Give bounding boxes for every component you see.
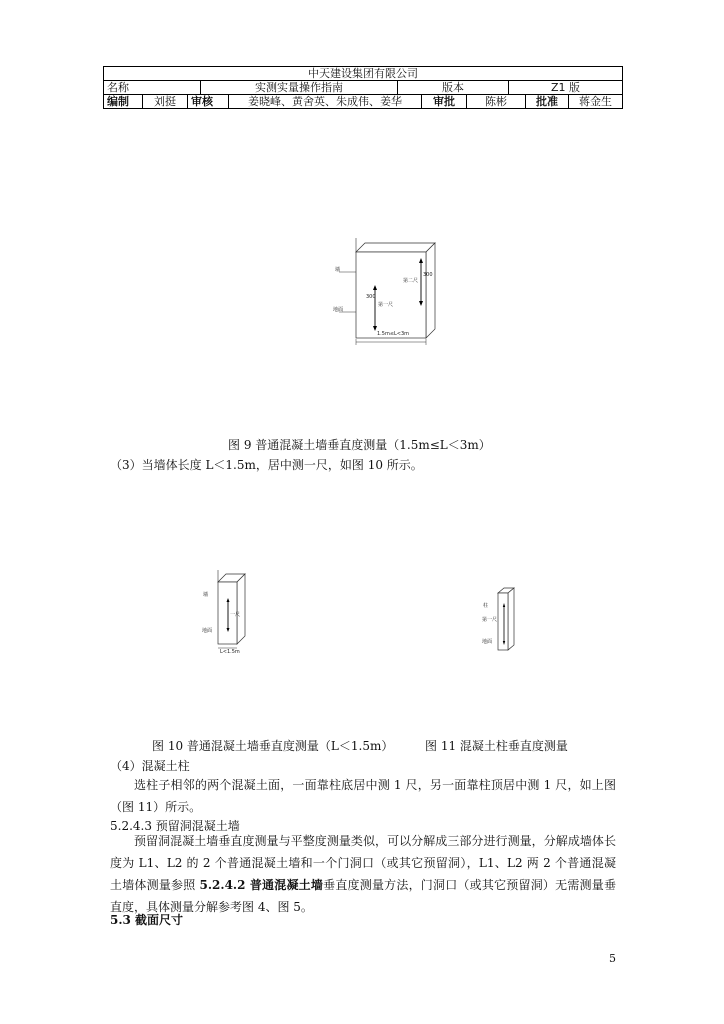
figure11-diagram — [478, 585, 520, 655]
reviewer-value: 姜晓峰、黄舍英、朱成伟、姜华 — [228, 95, 421, 108]
reviewer-label: 审核 — [187, 95, 228, 108]
name-value: 实测实量操作指南 — [200, 81, 397, 94]
figure10-label-one: 一尺 — [230, 612, 241, 618]
approve1-label: 审批 — [421, 95, 466, 108]
figure11-label-c: 地面 — [482, 639, 493, 645]
document-header-table — [103, 66, 623, 109]
section4-body: 选柱子相邻的两个混凝土面，一面靠柱底居中测 1 尺，另一面靠柱顶居中测 1 尺，如上图（图 11）所示。 — [110, 778, 616, 814]
approve2-value: 蒋金生 — [568, 95, 622, 108]
paragraph-wall-short: （3）当墙体长度 L＜1.5m，居中测一尺，如图 10 所示。 — [110, 458, 423, 472]
figure9-caption: 图 9 普通混凝土墙垂直度测量（1.5m≤L＜3m） — [228, 438, 491, 452]
version-label: 版本 — [397, 81, 508, 94]
section-53-title: 5.3 截面尺寸 — [110, 913, 184, 927]
version-value: Z1 版 — [508, 81, 622, 94]
approve2-label: 批准 — [525, 95, 568, 108]
figure10-label-length: L<1.5m — [220, 649, 240, 654]
figure10-caption: 图 10 普通混凝土墙垂直度测量（L＜1.5m） — [152, 739, 394, 753]
figure11-label-a: 柱 — [483, 603, 489, 609]
page-number: 5 — [609, 952, 616, 965]
figure10-diagram — [198, 570, 250, 654]
approve1-value: 陈彬 — [466, 95, 525, 108]
figure9-diagram — [325, 238, 445, 346]
figure9-label-300-top: 300 — [423, 272, 433, 278]
name-label: 名称 — [107, 81, 129, 94]
section-5243-title: 5.2.4.3 预留洞混凝土墙 — [110, 819, 240, 833]
section-5243-body-b: 垂直度测量方法，门洞口（或其它预留洞）无需测量垂直度，具体测量分解参考图 4、图 5。 — [110, 878, 616, 914]
author-value: 刘挺 — [142, 95, 187, 108]
figure9-label-first: 第一尺 — [378, 302, 394, 308]
figure11-label-b: 第一尺 — [482, 617, 498, 623]
section-5243-body-a: 预留洞混凝土墙垂直度测量与平整度测量类似，可以分解成三部分进行测量，分解成墙体长度为 L1、L2 的 2 个普通混凝土墙和一个门洞口（或其它预留洞），L1、L2 两 2 个普通混凝土墙体测量参照 — [110, 834, 616, 892]
figure9-label-wall: 墙 — [335, 267, 341, 273]
figure11-caption: 图 11 混凝土柱垂直度测量 — [425, 739, 568, 753]
figure9-label-300-bottom: 300 — [366, 294, 376, 300]
figure9-label-length: 1.5m≤L<3m — [377, 331, 410, 337]
author-label: 编制 — [107, 95, 129, 108]
figure10-label-floor: 地面 — [202, 628, 213, 634]
section-5243-body — [110, 830, 616, 918]
section4-title: （4）混凝土柱 — [110, 759, 190, 773]
figure9-label-second: 第二尺 — [403, 278, 419, 284]
section-5243-body-ref: 5.2.4.2 普通混凝土墙 — [199, 878, 324, 892]
figure9-label-floor: 地面 — [333, 307, 344, 313]
figure10-label-wall: 墙 — [203, 592, 209, 598]
company-name: 中天建设集团有限公司 — [308, 67, 418, 80]
